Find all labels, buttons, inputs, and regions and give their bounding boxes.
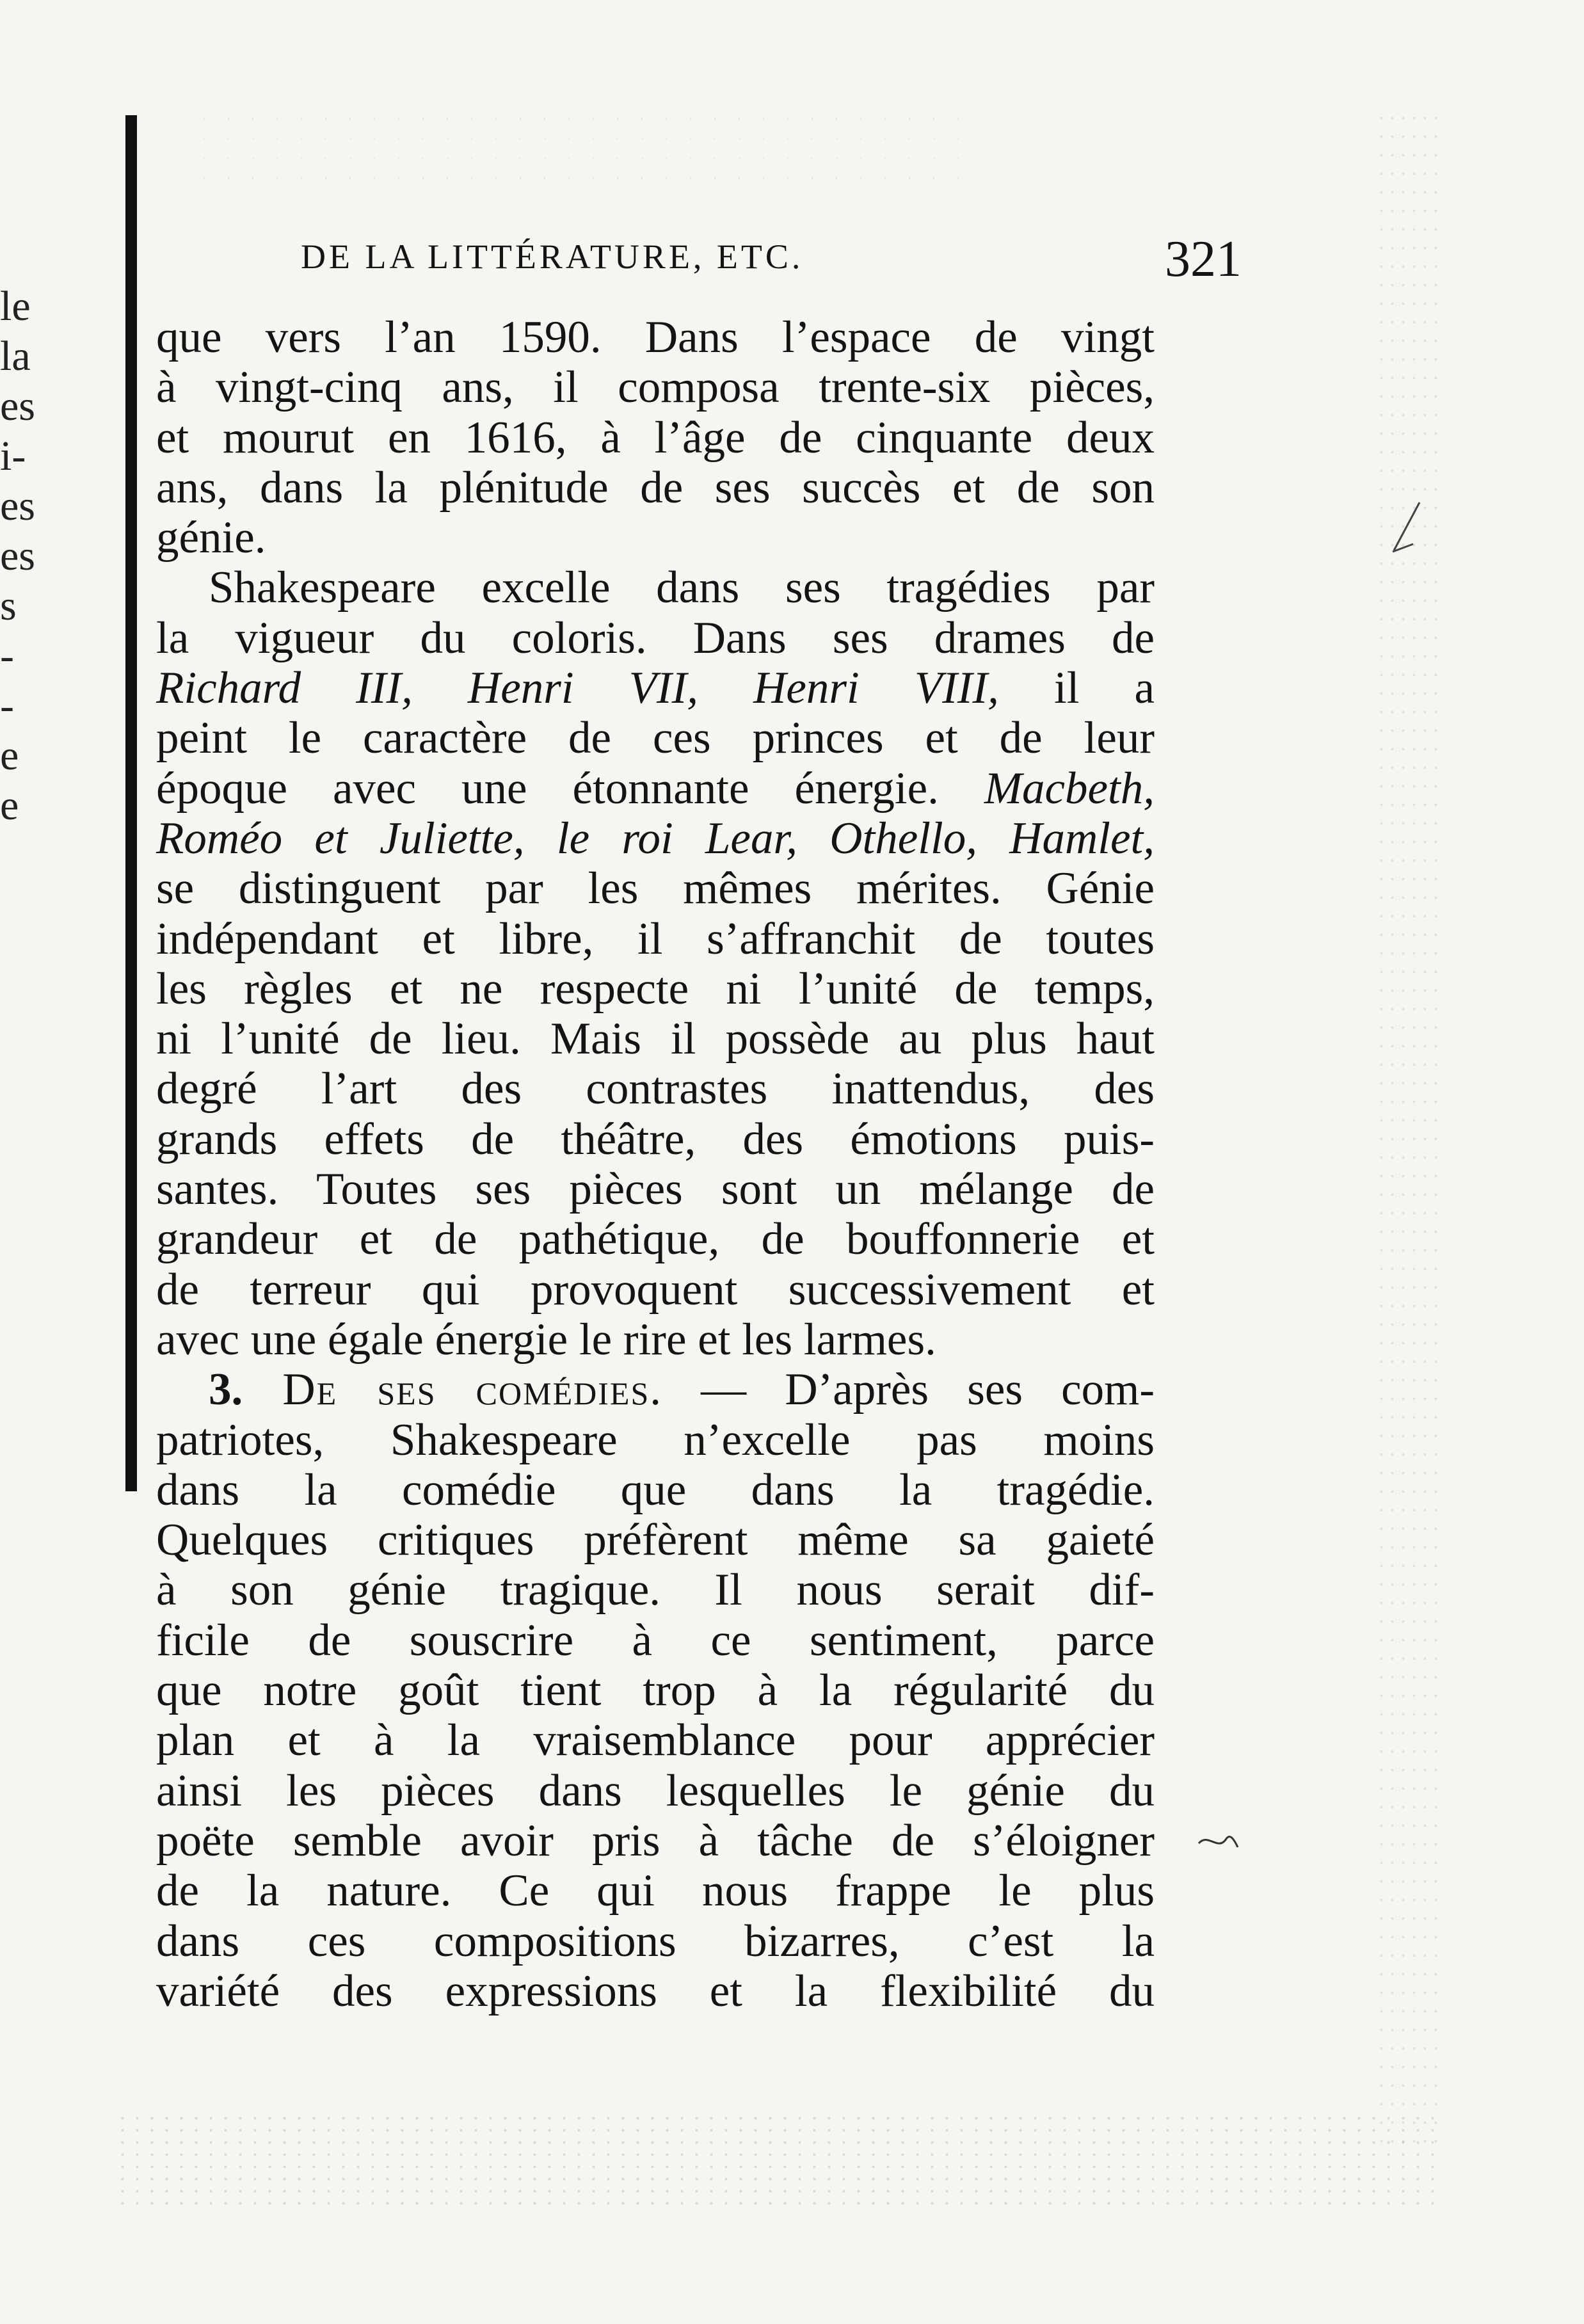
text-line: indépendant et libre, il s’affranchit de toutes	[156, 913, 1155, 964]
text-segment: — D’après ses com-	[662, 1365, 1155, 1415]
margin-fragment: -	[0, 682, 14, 729]
margin-fragment: es	[0, 533, 35, 579]
text-line: de terreur qui provoquent successivement et	[156, 1264, 1155, 1315]
text-line: poëte semble avoir pris à tâche de s’éloigner	[156, 1815, 1155, 1866]
margin-fragment: e	[0, 732, 19, 779]
text-segment: Macbeth,	[984, 763, 1155, 813]
text-line: santes. Toutes ses pièces sont un mélange de	[156, 1164, 1155, 1215]
margin-fragment: le	[0, 283, 31, 330]
running-title: DE LA LITTÉRATURE, ETC.	[301, 237, 804, 276]
text-line: grandeur et de pathétique, de bouffonnerie et	[156, 1214, 1155, 1265]
text-segment: 3.	[209, 1365, 243, 1415]
page-number: 321	[1165, 231, 1242, 287]
text-line: peint le caractère de ces princes et de leur	[156, 713, 1155, 764]
text-line: ainsi les pièces dans lesquelles le génie du	[156, 1765, 1155, 1816]
text-line: génie.	[156, 513, 266, 563]
scan-noise-top	[192, 109, 960, 186]
pencil-stroke-icon	[1388, 499, 1426, 557]
text-line: ficile de souscrire à ce sentiment, parce	[156, 1615, 1155, 1665]
text-line: avec une égale énergie le rire et les larmes.	[156, 1314, 936, 1365]
text-line: ni l’unité de lieu. Mais il possède au plus haut	[156, 1014, 1155, 1064]
text-segment: il a	[998, 663, 1155, 714]
text-line: ans, dans la plénitude de ses succès et de son	[156, 462, 1155, 513]
text-line: dans ces compositions bizarres, c’est la	[156, 1916, 1155, 1966]
text-segment: Roméo et Juliette, le roi Lear, Othello, Hamlet,	[156, 813, 1155, 863]
text-line: Shakespeare excelle dans ses tragédies par	[209, 563, 1155, 613]
margin-fragment: -	[0, 632, 14, 679]
text-line	[156, 764, 1155, 813]
text-line	[156, 813, 1155, 863]
text-segment: De ses comédies.	[243, 1365, 663, 1415]
margin-fragment: s	[0, 582, 17, 629]
margin-fragment: i-	[0, 433, 26, 479]
text-segment: époque avec une étonnante énergie.	[156, 763, 984, 813]
text-segment: Richard III, Henri VII, Henri VIII,	[156, 663, 999, 714]
binding-margin-bar	[125, 115, 137, 1491]
margin-fragment: es	[0, 383, 35, 429]
margin-fragment: e	[0, 782, 19, 829]
text-line	[156, 1365, 1155, 1414]
text-line: grands effets de théâtre, des émotions puis-	[156, 1114, 1155, 1164]
text-line: la vigueur du coloris. Dans ses drames de	[156, 613, 1155, 663]
body-text	[156, 312, 1155, 2016]
margin-fragment: la	[0, 333, 31, 380]
text-line: degré l’art des contrastes inattendus, des	[156, 1064, 1155, 1114]
scan-noise-right	[1376, 109, 1440, 2157]
text-line: Quelques critiques préfèrent même sa gaieté	[156, 1515, 1155, 1566]
margin-fragment: es	[0, 483, 35, 529]
text-line: que vers l’an 1590. Dans l’espace de vingt	[156, 312, 1155, 362]
text-line: et mourut en 1616, à l’âge de cinquante deux	[156, 412, 1155, 463]
text-line: patriotes, Shakespeare n’excelle pas moins	[156, 1414, 1155, 1465]
text-line: variété des expressions et la flexibilité du	[156, 1966, 1155, 2016]
previous-page-margin-fragments	[0, 282, 96, 831]
text-line: se distinguent par les mêmes mérites. Génie	[156, 863, 1155, 914]
text-line: à son génie tragique. Il nous serait dif-	[156, 1565, 1155, 1615]
text-line: les règles et ne respecte ni l’unité de temps,	[156, 963, 1155, 1014]
handwritten-mark-icon	[1196, 1829, 1240, 1855]
text-line	[156, 663, 1155, 713]
text-line: dans la comédie que dans la tragédie.	[156, 1464, 1155, 1515]
text-line: que notre goût tient trop à la régularité du	[156, 1665, 1155, 1716]
page-header	[301, 230, 1242, 288]
text-line: de la nature. Ce qui nous frappe le plus	[156, 1866, 1155, 1916]
text-line: à vingt-cinq ans, il composa trente-six pièces,	[156, 362, 1155, 413]
scan-noise-bottom	[115, 2112, 1434, 2215]
text-line: plan et à la vraisemblance pour apprécier	[156, 1715, 1155, 1766]
